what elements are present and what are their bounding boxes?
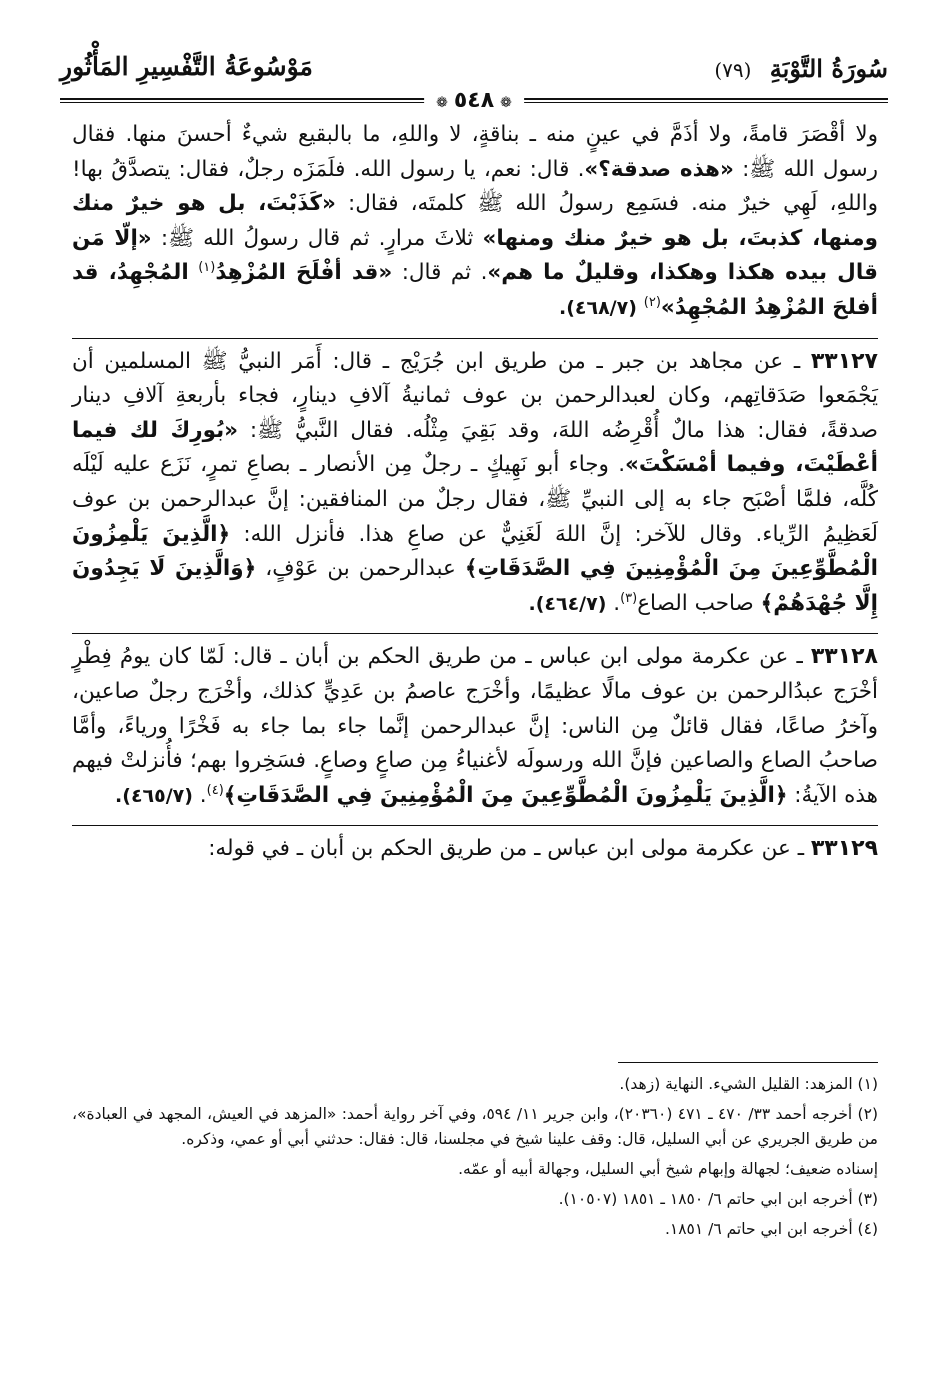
entry-33128: ٣٣١٢٨ ـ عن عكرمة مولى ابن عباس ـ من طريق الحكم بن أبان ـ قال: لَمّا كان يومُ فِطْرٍ أخْرَج عبدُالرحمن بن عوف مالًا عظيمًا، وأخْرَج عاصمُ بن عَدِيٍّ كذلك، وأخْرَج رجلٌ صاعين، وآخرُ صاعًا، فقال قائلٌ مِن الناس: إنَّ عبدالرحمن إنَّما جاء بما جاء به فَخْرًا ورياءً، وأمَّا صاحبُ الصاع والصاعين فإنَّ الله ورسولَه لأغنياءُ مِن صاعٍ وصاعٍ. فسَخِروا بهم؛ فأُنزلتْ فيهم هذه الآيةُ: ﴿الَّذِينَ يَلْمِزُونَ الْمُطَّوِّعِينَ مِنَ الْمُؤْمِنِينَ فِي الصَّدَقَاتِ﴾$^{(٤)}$. (٤٦٥/٧). [72,644,878,808]
book-title: مَوْسُوعَةُ التَّفْسِيرِ المَأْثُورِ [60,52,313,81]
text-segment: ثلاثَ مرارٍ. ثم قال رسولُ الله ﷺ: [160,225,474,251]
text-segment: . ثم قال: [401,260,488,286]
hadith-quote: «بُورِكَ لك فيما أعْطَيْتَ، وفيما أمْسَكْتَ» [72,417,878,478]
footnote-2: (٢) أخرجه أحمد ٣٣/ ٤٧٠ ـ ٤٧١ (٢٠٣٦٠)، وابن جرير ١١/ ٥٩٤، وفي آخر رواية أحمد: «المزهد في العيش، المجهد في العبادة»، من طريق الجريري عن أبي السليل، قال: وقف علينا شيخ في مجلسنا، قال: فقال: حدثني أبي أو عمي، وذكره. [72,1105,878,1148]
hadith-quote: «هذه صدقة؟» [584,156,734,182]
footnote-marker: (١) [198,260,216,276]
footnote-rule [618,1062,878,1063]
footnote-1: (١) المزهد: القليل الشيء. النهاية (زهد). [619,1075,878,1093]
footnote-4: (٤) أخرجه ابن ابي حاتم ٦/ ١٨٥١. [664,1220,878,1238]
passage-continuation [72,118,878,326]
text-segment: عبدالرحمن بن عَوْفٍ، [265,556,456,582]
quran-verse: ﴿وَالَّذِينَ لَا يَجِدُونَ إِلَّا جُهْدَهُمْ﴾ [72,556,878,616]
text-segment: . وجاء أبو نَهِيكٍ ـ رجلٌ مِن الأنصار ـ بصاعِ تمرٍ، نَزَع عليه لَيْلَه كُلَّه، فلمَّا أصْبَح جاء به إلى النبيِّ ﷺ، فقال رجلٌ من المنافقين: إنَّ عبدالرحمن بن عوف لَعَظِيمُ الرِّياء. وقال للآخر: إنَّ اللهَ لَغَنِيٌّ عن صاعِ هذا. فأنزل الله: [72,452,878,547]
text-segment: ـ عن مجاهد بن جبر ـ من طريق ابن جُرَيْج ـ قال: أَمَر النبيُّ ﷺ المسلمين أن يَجْمَعوا صَدَقاتِهم، وكان لعبدالرحمن بن عوف ثمانيةُ آلافِ دينارٍ، فجاء بأربعةِ آلافِ دينار صدقةً، فقال: هذا مالٌ أُقْرِضُه اللهَ، وقد بَقِيَ مِثْلُه. فقال النَّبيُّ ﷺ: [72,348,878,443]
text-segment: ـ عن عكرمة مولى ابن عباس ـ من طريق الحكم بن أبان ـ قال: لَمّا كان يومُ فِطْرٍ أخْرَج عبدُالرحمن بن عوف مالًا عظيمًا، وأخْرَج عاصمُ بن عَدِيٍّ كذلك، وأخْرَج رجلٌ صاعين، وآخرُ صاعًا، فقال قائلٌ مِن الناس: إنَّ عبدالرحمن إنَّما جاء بما جاء به فَخْرًا ورياءً، وأمَّا صاحبُ الصاع والصاعين فإنَّ الله ورسولَه لأغنياءُ مِن صاعٍ وصاعٍ. فسَخِروا بهم؛ فأُنزلتْ فيهم هذه الآيةُ: [72,644,878,808]
page-number: ٥٤٨ [453,88,495,113]
volume-reference: (٤٦٨/٧). [558,296,637,319]
text-segment: صاحب الصاع [637,590,754,616]
text-segment: . قال: نعم، يا رسول الله. فلَمَزَه رجلٌ، فقال: يتصدَّقُ بها! واللهِ، لَهِي خيرٌ منه. فسَمِع رسولُ الله ﷺ كلمتَه، فقال: [72,156,878,217]
surah-number: (٧٩) [714,58,752,82]
hadith-quote: «قد أفْلَحَ المُزْهِدُ [215,260,393,286]
hadith-quote: «إلّا مَن قال بيده هكذا وهكذا، وقليلٌ ما هم» [72,225,878,286]
page-header [60,46,888,92]
ornament-icon: ❁ [436,95,448,111]
footnote-marker: (٣) [620,590,638,606]
footnote-marker: (٢) [643,294,661,310]
entry-33127: ٣٣١٢٧ ـ عن مجاهد بن جبر ـ من طريق ابن جُرَيْج ـ قال: أَمَر النبيُّ ﷺ المسلمين أن يَجْمَعوا صَدَقاتِهم، وكان لعبدالرحمن بن عوف ثمانيةُ آلافِ دينارٍ، فجاء بأربعةِ آلافِ دينار صدقةً، فقال: هذا مالٌ أُقْرِضُه اللهَ، وقد بَقِيَ مِثْلُه. فقال النَّبيُّ ﷺ: «بُورِكَ لك فيما أعْطَيْتَ، وفيما أمْسَكْتَ». وجاء أبو نَهِيكٍ ـ رجلٌ مِن الأنصار ـ بصاعِ تمرٍ، نَزَع عليه لَيْلَه كُلَّه، فلمَّا أصْبَح جاء به إلى النبيِّ ﷺ، فقال رجلٌ من المنافقين: إنَّ عبدالرحمن بن عوف لَعَظِيمُ الرِّياء. وقال للآخر: إنَّ اللهَ لَغَنِيٌّ عن صاعِ هذا. فأنزل الله: ﴿الَّذِينَ يَلْمِزُونَ الْمُطَّوِّعِينَ مِنَ الْمُؤْمِنِينَ فِي الصَّدَقَاتِ﴾ عبدالرحمن بن عَوْفٍ، ﴿وَالَّذِينَ لَا يَجِدُونَ إِلَّا جُهْدَهُمْ﴾ صاحب الصاع$^{(٣)}$. (٤٦٤/٧). [72,348,878,616]
hadith-quote: المُجْهِدُ، قد أفلحَ المُزْهِدُ المُجْهِدُ» [72,260,878,320]
volume-reference: (٤٦٥/٧). [115,784,193,807]
entry-separator [72,633,878,634]
main-text [72,118,878,867]
quran-verse: ﴿الَّذِينَ يَلْمِزُونَ الْمُطَّوِّعِينَ مِنَ الْمُؤْمِنِينَ فِي الصَّدَقَاتِ﴾ [223,782,788,808]
hadith-quote: «كَذَبْتَ، بل هو خيرٌ منك ومنها، كذبتَ، بل هو خيرٌ منك ومنها» [72,191,878,251]
text-segment: ـ عن عكرمة مولى ابن عباس ـ من طريق الحكم بن أبان ـ في قوله: [208,836,805,862]
entry-33129 [72,832,878,867]
volume-reference: (٤٦٤/٧). [528,592,607,615]
footnote-3: (٣) أخرجه ابن ابي حاتم ٦/ ١٨٥٠ ـ ١٨٥١ (١٠٥٠٧). [558,1190,878,1208]
footnotes [72,1072,878,1247]
ornament-icon: ❁ [500,95,512,111]
entry-number: ٣٣١٢٩ [810,836,878,862]
entry-number: ٣٣١٢٨ [810,644,878,670]
text-segment: ولا أقْصَرَ قامةً، ولا أذَمَّ في عينٍ منه ـ بناقةٍ، لا واللهِ، ما بالبقيع شيءٌ أحسنَ منها. [125,122,878,147]
entry-separator [72,338,878,339]
page-number-box [424,88,524,113]
quran-verse: ﴿الَّذِينَ يَلْمِزُونَ الْمُطَّوِّعِينَ مِنَ الْمُؤْمِنِينَ فِي الصَّدَقَاتِ﴾ [72,521,878,582]
surah-name: سُورَةُ التَّوْبَةِ [769,54,888,83]
surah-heading [714,54,888,83]
entry-separator [72,825,878,826]
footnote-2-grading: إسناده ضعيف؛ لجهالة وإبهام شيخ أبي السليل، وجهالة أبيه أو عمّه. [458,1160,878,1178]
footnote-marker: (٤) [206,782,224,798]
text-segment: فقال رسول الله ﷺ: [72,122,878,182]
entry-number: ٣٣١٢٧ [810,348,878,374]
